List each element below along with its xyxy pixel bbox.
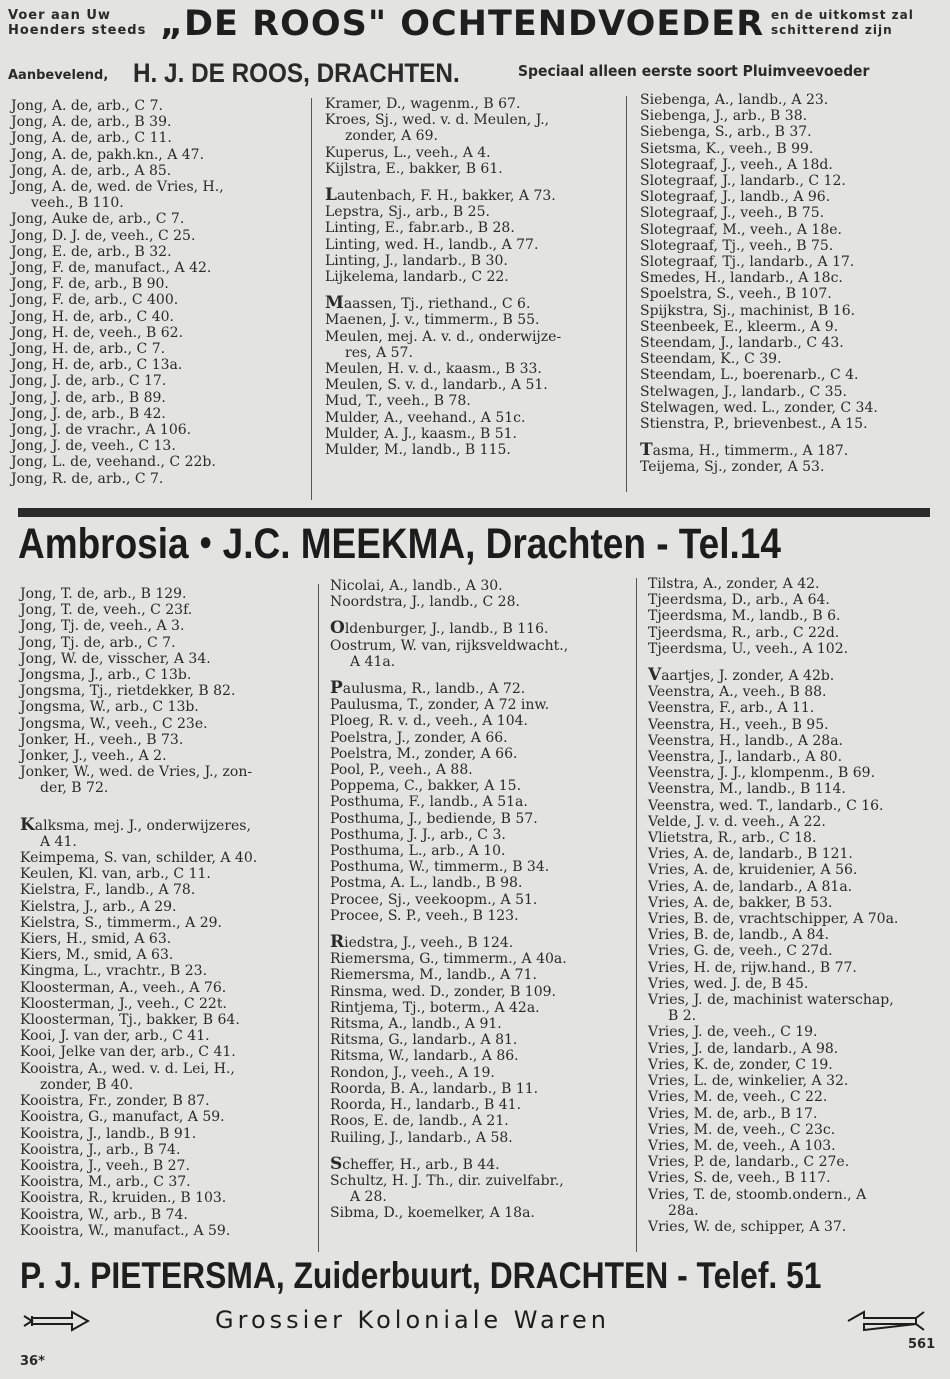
directory-entry: Steenbeek, E., kleerm., A 9. xyxy=(640,318,839,335)
section-initial: L xyxy=(325,185,337,206)
mid-ad-bullet: ● xyxy=(198,526,213,556)
section-gap xyxy=(325,177,561,187)
directory-entry: Mulder, A. J., kaasm., B 51. xyxy=(325,425,518,442)
directory-entry: Jong, A. de, arb., C 7. xyxy=(11,98,163,114)
directory-entry: Slotegraaf, Tj., landarb., A 17. xyxy=(640,254,855,271)
directory-entry: Kiers, H., smid, A 63. xyxy=(20,931,172,948)
directory-entry: Vries, M. de, veeh., A 103. xyxy=(648,1137,836,1154)
directory-entry: Jong, L. de, veehand., C 22b. xyxy=(11,454,216,471)
directory-entry-continuation: A 41a. xyxy=(350,653,396,670)
entry-text: autenbach, F. H., bakker, A 73. xyxy=(336,188,556,205)
directory-entry: Vries, M. de, arb., B 17. xyxy=(648,1105,818,1122)
directory-entry: Jong, A. de, arb., C 11. xyxy=(11,130,172,147)
bottom-ad-firm: P. J. PIETERSMA, Zuiderbuurt, DRACHTEN - Telef. 51 xyxy=(20,1255,822,1296)
directory-entry xyxy=(325,295,561,312)
directory-entry: Lepstra, Sj., arb., B 25. xyxy=(325,204,490,221)
directory-entry: Jong, Tj. de, arb., C 7. xyxy=(20,634,176,651)
directory-entry xyxy=(20,814,257,835)
directory-entry: Mud, T., veeh., B 78. xyxy=(325,393,471,410)
directory-entry: Jong, A. de, arb., A 85. xyxy=(11,162,172,179)
directory-entry: Jong, H. de, arb., C 13a. xyxy=(11,357,183,374)
directory-entry: Veenstra, H., landb., A 28a. xyxy=(648,732,844,749)
directory-entry: Linting, J., landarb., B 30. xyxy=(325,252,508,269)
directory-entry: Vries, T. de, stoomb.ondern., A xyxy=(648,1186,867,1203)
arrow-left-icon xyxy=(846,1308,930,1334)
directory-entry: Jong, J. de vrachr., A 106. xyxy=(11,422,192,439)
directory-entry: Kroes, Sj., wed. v. d. Meulen, J., xyxy=(325,112,550,129)
directory-entry: Jongsma, W., veeh., C 23e. xyxy=(20,715,208,732)
upper-column-2 xyxy=(325,96,561,458)
directory-entry xyxy=(330,934,568,951)
directory-entry: Steendam, L., boerenarb., C 4. xyxy=(640,367,859,384)
directory-entry: Slotegraaf, J., landb., A 96. xyxy=(640,189,831,206)
section-gap xyxy=(325,285,561,295)
directory-entry: Kooistra, A., wed. v. d. Lei, H., xyxy=(20,1060,235,1077)
directory-entry: Keulen, Kl. van, arb., C 11. xyxy=(20,866,211,883)
directory-entry: Vries, P. de, landarb., C 27e. xyxy=(648,1154,850,1171)
directory-entry: Teijema, Sj., zonder, A 53. xyxy=(640,459,825,476)
section-initial: S xyxy=(330,1153,343,1174)
directory-entry: Posthuma, W., timmerm., B 34. xyxy=(330,859,550,876)
directory-entry xyxy=(325,187,561,204)
directory-entry: Smedes, H., landarb., A 18c. xyxy=(640,270,843,287)
directory-entry: Poelstra, M., zonder, A 66. xyxy=(330,745,518,762)
directory-entry-continuation: veeh., B 110. xyxy=(31,195,124,212)
directory-entry: Kooistra, J., veeh., B 27. xyxy=(20,1157,190,1174)
directory-entry: Veenstra, J. J., klompenm., B 69. xyxy=(648,765,876,782)
directory-entry: Slotegraaf, J., veeh., B 75. xyxy=(640,205,825,222)
section-initial: K xyxy=(20,814,35,835)
directory-entry: Ploeg, R. v. d., veeh., A 104. xyxy=(330,713,528,730)
directory-entry: Jong, J. de, arb., B 89. xyxy=(11,389,166,406)
directory-entry: Jong, H. de, arb., C 40. xyxy=(11,308,174,325)
top-ad-right-text xyxy=(771,8,941,38)
directory-entry: Roorda, H., landarb., B 41. xyxy=(330,1097,522,1114)
bottom-ad-slogan: Grossier Koloniale Waren xyxy=(215,1306,611,1334)
directory-entry: Jong, J. de, arb., C 17. xyxy=(11,373,167,390)
upper-column-3 xyxy=(640,92,878,476)
directory-entry: Kooistra, J., arb., B 74. xyxy=(20,1141,181,1158)
directory-entry: Slotegraaf, J., veeh., A 18d. xyxy=(640,156,833,173)
middle-advertisement xyxy=(18,520,802,576)
top-ad-left-text xyxy=(8,8,158,38)
directory-entry: Vries, J. de, landarb., A 98. xyxy=(648,1040,839,1057)
directory-entry: Jongsma, W., arb., C 13b. xyxy=(20,699,199,716)
directory-entry: Jong, T. de, veeh., C 23f. xyxy=(20,602,193,619)
directory-entry xyxy=(330,680,568,697)
directory-entry: Kooistra, W., arb., B 74. xyxy=(20,1206,188,1223)
top-ad-right-line1: en de uitkomst zal xyxy=(771,8,914,22)
section-initial: T xyxy=(640,440,653,461)
directory-entry: Rondon, J., veeh., A 19. xyxy=(330,1064,495,1081)
directory-entry: Tilstra, A., zonder, A 42. xyxy=(648,576,820,592)
top-ad-left-line2: Hoenders steeds xyxy=(8,23,147,38)
directory-entry: Jong, E. de, arb., B 32. xyxy=(11,243,172,260)
column-divider xyxy=(318,584,319,1252)
directory-entry: Kooistra, M., arb., C 37. xyxy=(20,1174,191,1191)
directory-entry: Mulder, M., landb., B 115. xyxy=(325,442,511,459)
directory-entry: Sibma, D., koemelker, A 18a. xyxy=(330,1205,535,1222)
directory-entry: Tjeerdsma, U., veeh., A 102. xyxy=(648,640,849,657)
entry-text: alksma, mej. J., onderwijzeres, xyxy=(34,817,251,834)
column-divider xyxy=(311,98,312,500)
directory-entry: Linting, E., fabr.arb., B 28. xyxy=(325,220,515,237)
directory-entry: Jong, H. de, arb., C 7. xyxy=(11,341,166,358)
directory-entry: Mulder, A., veehand., A 51c. xyxy=(325,409,526,426)
directory-entry: Steendam, K., C 39. xyxy=(640,351,782,368)
directory-entry: Jongsma, J., arb., C 13b. xyxy=(20,667,192,684)
directory-entry: Jong, A. de, arb., B 39. xyxy=(11,114,172,131)
entry-text: iedstra, J., veeh., B 124. xyxy=(344,935,514,952)
directory-entry: Rinsma, wed. D., zonder, B 109. xyxy=(330,983,556,1000)
directory-entry: Vries, J. de, veeh., C 19. xyxy=(648,1024,818,1041)
top-advertisement xyxy=(8,4,938,89)
section-initial: V xyxy=(648,665,662,686)
column-divider xyxy=(626,96,627,492)
directory-entry-continuation: der, B 72. xyxy=(40,780,109,797)
directory-entry: Posthuma, L., arb., A 10. xyxy=(330,843,506,860)
directory-entry xyxy=(648,667,898,684)
directory-entry: Jong, H. de, veeh., B 62. xyxy=(11,324,184,341)
directory-entry: Spoelstra, S., veeh., B 107. xyxy=(640,286,832,303)
entry-text: cheffer, H., arb., B 44. xyxy=(342,1156,500,1173)
lower-column-1 xyxy=(20,586,257,1239)
mid-ad-brand: Ambrosia xyxy=(18,520,189,568)
separator-band xyxy=(18,508,930,517)
column-divider xyxy=(636,578,637,1252)
directory-entry: Noordstra, J., landb., C 28. xyxy=(330,594,520,611)
directory-entry: Vries, M. de, veeh., C 22. xyxy=(648,1089,828,1106)
directory-entry: Jong, J. de, arb., B 42. xyxy=(11,405,166,422)
directory-entry: Kooi, J. van der, arb., C 41. xyxy=(20,1028,210,1045)
directory-entry: Paulusma, T., zonder, A 72 inw. xyxy=(330,697,550,714)
directory-entry: Jong, Tj. de, veeh., A 3. xyxy=(20,618,185,635)
directory-entry: Jong, A. de, wed. de Vries, H., xyxy=(11,179,224,196)
directory-entry: Jong, F. de, arb., C 400. xyxy=(11,292,179,309)
directory-entry: Roos, E. de, landb., A 21. xyxy=(330,1113,509,1130)
directory-entry: Kielstra, F., landb., A 78. xyxy=(20,882,196,899)
directory-entry-continuation: A 41. xyxy=(40,833,77,850)
directory-entry: Jonker, H., veeh., B 73. xyxy=(20,731,184,748)
directory-entry: Tjeerdsma, D., arb., A 64. xyxy=(648,592,830,609)
directory-entry: Kooistra, R., kruiden., B 103. xyxy=(20,1190,227,1207)
directory-entry: Kloosterman, Tj., bakker, B 64. xyxy=(20,1012,240,1029)
directory-entry: Ritsma, G., landarb., A 81. xyxy=(330,1032,518,1049)
directory-entry: Slotegraaf, M., veeh., A 18e. xyxy=(640,221,842,238)
directory-entry: Maenen, J. v., timmerm., B 55. xyxy=(325,312,540,329)
directory-entry: Meulen, mej. A. v. d., onderwijze- xyxy=(325,328,562,345)
directory-entry: Jong, A. de, pakh.kn., A 47. xyxy=(11,146,205,163)
page-number-right: 561 xyxy=(908,1337,936,1352)
directory-entry: Pool, P., veeh., A 88. xyxy=(330,762,473,779)
directory-entry-continuation: zonder, B 40. xyxy=(40,1076,134,1093)
directory-entry-continuation: zonder, A 69. xyxy=(345,128,438,145)
entry-text: aulusma, R., landb., A 72. xyxy=(342,681,526,698)
directory-entry: Vries, L. de, winkelier, A 32. xyxy=(648,1073,849,1090)
directory-entry: Siebenga, A., landb., A 23. xyxy=(640,92,829,108)
directory-entry: Lijkelema, landarb., C 22. xyxy=(325,269,509,286)
directory-entry: Kingma, L., vrachtr., B 23. xyxy=(20,963,208,980)
directory-entry: Sietsma, K., veeh., B 99. xyxy=(640,140,814,157)
directory-entry: Vries, A. de, landarb., A 81a. xyxy=(648,878,853,895)
directory-entry: Poelstra, J., zonder, A 66. xyxy=(330,729,508,746)
directory-entry: Schultz, H. J. Th., dir. zuivelfabr., xyxy=(330,1172,564,1189)
directory-entry: Veenstra, F., arb., A 11. xyxy=(648,700,815,717)
directory-entry: Nicolai, A., landb., A 30. xyxy=(330,578,503,594)
directory-entry: Vries, A. de, landarb., B 121. xyxy=(648,846,853,863)
directory-entry: Meulen, S. v. d., landarb., A 51. xyxy=(325,377,548,394)
directory-entry: Ritsma, W., landarb., A 86. xyxy=(330,1048,519,1065)
page-number-left: 36* xyxy=(20,1354,45,1369)
directory-entry: Keimpema, S. van, schilder, A 40. xyxy=(20,850,258,867)
directory-entry: Vries, G. de, veeh., C 27d. xyxy=(648,943,833,960)
directory-entry: Siebenga, S., arb., B 37. xyxy=(640,124,812,141)
directory-entry: Tjeerdsma, M., landb., B 6. xyxy=(648,608,841,625)
directory-entry: Rintjema, Tj., boterm., A 42a. xyxy=(330,999,540,1016)
directory-entry: Jong, D. J. de, veeh., C 25. xyxy=(11,227,196,244)
directory-entry: Ruiling, J., landarb., A 58. xyxy=(330,1129,513,1146)
directory-entry: Procee, Sj., veekoopm., A 51. xyxy=(330,891,538,908)
directory-entry: Veenstra, J., landarb., A 80. xyxy=(648,749,843,766)
directory-entry: Jong, F. de, arb., B 90. xyxy=(11,276,169,293)
section-gap xyxy=(330,670,568,680)
directory-entry: Vries, wed. J. de, B 45. xyxy=(648,975,809,992)
directory-entry: Postma, A. L., landb., B 98. xyxy=(330,875,523,892)
top-ad-firm: H. J. DE ROOS, DRACHTEN. xyxy=(133,58,460,88)
directory-entry: Kooistra, J., landb., B 91. xyxy=(20,1125,197,1142)
top-ad-left-line1: Voer aan Uw xyxy=(8,8,111,23)
arrow-right-icon xyxy=(22,1308,90,1334)
section-gap xyxy=(20,807,257,817)
section-gap xyxy=(330,610,568,620)
directory-entry: Kooistra, Fr., zonder, B 87. xyxy=(20,1093,210,1110)
section-gap xyxy=(330,924,568,934)
directory-entry: Jong, J. de, veeh., C 13. xyxy=(11,438,176,455)
directory-entry: Veenstra, wed. T., landarb., C 16. xyxy=(648,797,884,814)
directory-entry: Poppema, C., bakker, A 15. xyxy=(330,778,522,795)
directory-entry xyxy=(330,620,568,637)
directory-entry: Vries, W. de, schipper, A 37. xyxy=(648,1218,847,1235)
directory-entry: Slotegraaf, Tj., veeh., B 75. xyxy=(640,237,834,254)
entry-text: aassen, Tj., riethand., C 6. xyxy=(343,296,531,313)
directory-entry: Linting, wed. H., landb., A 77. xyxy=(325,236,539,253)
directory-entry: Jongsma, Tj., rietdekker, B 82. xyxy=(20,683,236,700)
bottom-advertisement xyxy=(20,1255,940,1355)
mid-ad-firm: J.C. MEEKMA, Drachten - Tel.14 xyxy=(222,520,781,568)
directory-entry: Kooistra, G., manufact, A 59. xyxy=(20,1109,225,1126)
directory-entry: Veenstra, M., landb., B 114. xyxy=(648,781,846,798)
entry-text: ldenburger, J., landb., B 116. xyxy=(344,621,549,638)
directory-entry: Stelwagen, J., landarb., C 35. xyxy=(640,383,847,400)
section-initial: M xyxy=(325,293,344,314)
directory-entry-continuation: B 2. xyxy=(668,1008,697,1025)
directory-entry: Jong, R. de, arb., C 7. xyxy=(11,470,164,487)
top-ad-slogan: Speciaal alleen eerste soort Pluimveevoeder xyxy=(518,62,870,80)
section-initial: P xyxy=(330,678,343,699)
directory-entry: Stienstra, P., brievenbest., A 15. xyxy=(640,416,868,433)
section-initial: R xyxy=(330,932,345,953)
directory-entry: Siebenga, J., arb., B 38. xyxy=(640,108,808,125)
directory-entry: Vlietstra, R., arb., C 18. xyxy=(648,830,817,847)
directory-entry: Tjeerdsma, R., arb., C 22d. xyxy=(648,624,840,641)
directory-entry: Vries, B. de, vrachtschipper, A 70a. xyxy=(648,911,899,928)
directory-entry: Kramer, D., wagenm., B 67. xyxy=(325,96,521,112)
upper-column-1 xyxy=(11,98,224,487)
entry-text: asma, H., timmerm., A 187. xyxy=(652,443,849,460)
directory-entry: Oostrum, W. van, rijksveldwacht., xyxy=(330,637,569,654)
directory-entry: Slotegraaf, J., landarb., C 12. xyxy=(640,173,846,190)
directory-entry: Kijlstra, E., bakker, B 61. xyxy=(325,160,503,177)
directory-entry: Roorda, B. A., landarb., B 11. xyxy=(330,1080,539,1097)
directory-entry: Posthuma, J., bediende, B 57. xyxy=(330,810,538,827)
directory-entry: Posthuma, J. J., arb., C 3. xyxy=(330,826,506,843)
section-gap xyxy=(330,1146,568,1156)
directory-entry: Steendam, J., landarb., C 43. xyxy=(640,335,844,352)
section-initial: O xyxy=(330,618,345,639)
directory-entry-continuation: res, A 57. xyxy=(345,344,413,361)
directory-entry: Veenstra, H., veeh., B 95. xyxy=(648,716,829,733)
top-ad-title: „DE ROOS" OCHTENDVOEDER xyxy=(160,4,765,44)
directory-entry: Spijkstra, Sj., machinist, B 16. xyxy=(640,302,856,319)
directory-entry: Riemersma, M., landb., A 71. xyxy=(330,967,537,984)
directory-entry: Kooi, Jelke van der, arb., C 41. xyxy=(20,1044,236,1061)
directory-entry: Veenstra, A., veeh., B 88. xyxy=(648,684,827,701)
directory-entry: Kooistra, W., manufact., A 59. xyxy=(20,1222,231,1239)
directory-entry: Meulen, H. v. d., kaasm., B 33. xyxy=(325,361,542,378)
directory-entry: Posthuma, F., landb., A 51a. xyxy=(330,794,528,811)
directory-entry-continuation: A 28. xyxy=(350,1189,387,1206)
directory-entry xyxy=(640,442,878,459)
directory-entry: Jong, T. de, arb., B 129. xyxy=(20,586,187,602)
directory-entry: Kloosterman, A., veeh., A 76. xyxy=(20,979,227,996)
directory-entry: Vries, A. de, kruidenier, A 56. xyxy=(648,862,858,879)
directory-entry: Kielstra, J., arb., A 29. xyxy=(20,898,177,915)
entry-text: aartjes, J. zonder, A 42b. xyxy=(661,668,835,685)
directory-entry: Kielstra, S., timmerm., A 29. xyxy=(20,914,222,931)
directory-entry: Vries, H. de, rijw.hand., B 77. xyxy=(648,959,857,976)
directory-entry: Riemersma, G., timmerm., A 40a. xyxy=(330,951,567,968)
directory-entry: Ritsma, A., landb., A 91. xyxy=(330,1016,502,1033)
directory-entry: Kiers, M., smid, A 63. xyxy=(20,947,174,964)
lower-column-3 xyxy=(648,576,898,1235)
directory-entry: Jong, F. de, manufact., A 42. xyxy=(11,260,212,277)
directory-entry: Vries, M. de, veeh., C 23c. xyxy=(648,1121,836,1138)
section-gap xyxy=(648,657,898,667)
directory-entry: Velde, J. v. d. veeh., A 22. xyxy=(648,813,826,830)
directory-entry: Stelwagen, wed. L., zonder, C 34. xyxy=(640,399,878,416)
directory-entry: Vries, S. de, veeh., B 117. xyxy=(648,1170,831,1187)
top-ad-right-line2: schitterend zijn xyxy=(771,23,893,37)
lower-column-2 xyxy=(330,578,568,1222)
directory-entry: Vries, A. de, bakker, B 53. xyxy=(648,894,833,911)
section-gap xyxy=(20,797,257,807)
directory-entry: Vries, J. de, machinist waterschap, xyxy=(648,992,894,1009)
top-ad-aanbevelend: Aanbevelend, xyxy=(8,68,109,83)
directory-entry: Vries, K. de, zonder, C 19. xyxy=(648,1056,833,1073)
section-gap xyxy=(640,432,878,442)
directory-entry-continuation: 28a. xyxy=(668,1202,699,1219)
directory-entry: Kloosterman, J., veeh., C 22t. xyxy=(20,995,227,1012)
directory-entry: Jonker, W., wed. de Vries, J., zon- xyxy=(20,764,253,781)
directory-entry: Jonker, J., veeh., A 2. xyxy=(20,748,167,765)
directory-entry xyxy=(330,1153,568,1174)
directory-entry: Vries, B. de, landb., A 84. xyxy=(648,927,829,944)
directory-entry: Kuperus, L., veeh., A 4. xyxy=(325,144,491,161)
directory-entry: Procee, S. P., veeh., B 123. xyxy=(330,907,519,924)
directory-entry: Jong, W. de, visscher, A 34. xyxy=(20,650,211,667)
directory-entry: Jong, Auke de, arb., C 7. xyxy=(11,211,185,228)
